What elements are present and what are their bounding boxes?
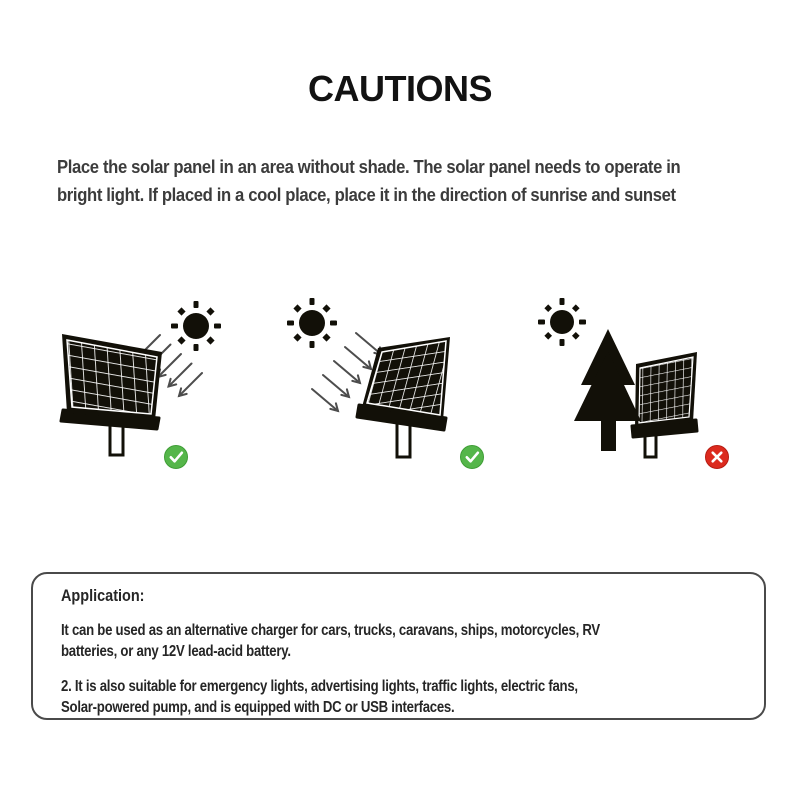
solar-panel-icon	[61, 334, 162, 455]
panel-cells	[639, 357, 693, 423]
x-icon	[706, 446, 729, 469]
application-box-content	[61, 586, 740, 718]
figure-1-graphic	[40, 293, 275, 478]
solar-panel-icon	[357, 337, 450, 457]
page-title: CAUTIONS	[308, 68, 492, 109]
figure-panel-facing-sun-left	[278, 293, 513, 478]
check-icon	[165, 446, 188, 469]
figure-2-graphic	[278, 293, 513, 478]
application-paragraph-2: 2. It is also suitable for emergency lights, advertising lights, traffic lights, electric fans, Solar-powered pump, and is equipped with DC or USB interfaces.	[61, 678, 578, 716]
application-heading: Application:	[61, 586, 145, 605]
panel-pole	[397, 421, 410, 457]
figure-panel-shaded-by-tree	[522, 293, 757, 478]
sun-icon	[538, 298, 586, 346]
figure-3-graphic	[522, 293, 757, 478]
figure-panel-facing-sun-right	[40, 293, 275, 478]
sun-icon	[171, 301, 221, 351]
illustration-row	[40, 293, 760, 478]
solar-panel-icon	[632, 352, 697, 457]
sun-icon	[287, 298, 337, 348]
check-icon	[461, 446, 484, 469]
tree-icon	[574, 329, 641, 451]
application-paragraph-1: It can be used as an alternative charger for cars, trucks, caravans, ships, motorcycles, RV batteries, or any 12V lead-acid battery.	[61, 622, 600, 660]
intro-text: Place the solar panel in an area without shade. The solar panel needs to operate in bright light. If placed in a cool place, place it in the direction of sunrise and sunset	[57, 156, 681, 205]
application-box	[31, 572, 766, 720]
